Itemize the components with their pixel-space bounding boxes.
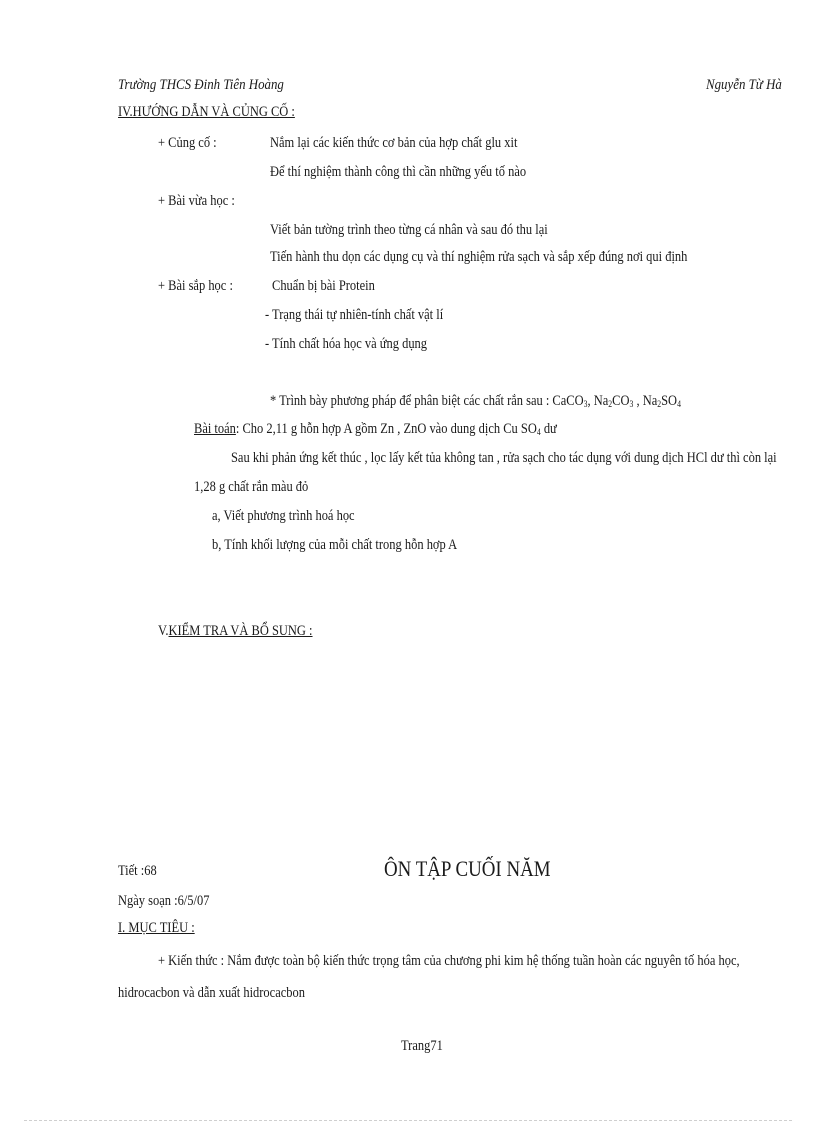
cung-co-label: + Củng cố : — [158, 135, 217, 151]
cung-co-line-2: Để thí nghiệm thành công thì cần những yếu tố nào — [270, 164, 527, 180]
bai-vua-hoc-label: + Bài vừa học : — [158, 193, 235, 209]
bai-vua-hoc-line-2: Tiến hành thu dọn các dụng cụ và thí nghiệm rửa sạch và sắp xếp đúng nơi qui định — [270, 249, 688, 265]
author-name: Nguyễn Từ Hà — [706, 77, 782, 93]
lesson-number: Tiết :68 — [118, 863, 157, 879]
bai-toan-label: Bài toán — [194, 421, 236, 437]
bai-toan-part-b: b, Tính khối lượng của mỗi chất trong hỗn hợp A — [212, 537, 458, 553]
lesson-date: Ngày soạn :6/5/07 — [118, 893, 210, 909]
bai-toan-problem: Bài toán: Cho 2,11 g hỗn hợp A gồm Zn , ZnO vào dung dịch Cu $SO_4$ dư — [194, 421, 557, 437]
footer-divider — [24, 1120, 792, 1121]
bai-toan-line-2: Sau khi phản ứng kết thúc , lọc lấy kết tủa không tan , rửa sạch cho tác dụng với dung dịch HCl dư thì còn lại — [231, 450, 777, 466]
bai-toan-part-a: a, Viết phương trình hoá học — [212, 508, 355, 524]
bai-vua-hoc-line-1: Viết bản tường trình theo từng cá nhân và sau đó thu lại — [270, 222, 548, 238]
section-1-title: I. MỤC TIÊU : — [118, 920, 195, 936]
section-4-title: IV.HƯỚNG DẪN VÀ CỦNG CỐ : — [118, 104, 295, 120]
exercise-instruction: * Trình bày phương pháp để phân biệt các chất rắn sau : CaCO$_3$, $Na_2CO_3$ , $Na_2SO_4$ — [270, 393, 681, 409]
kien-thuc-line-1: + Kiến thức : Nắm được toàn bộ kiến thức trọng tâm của chương phi kim hệ thống tuần hoàn các nguyên tố hóa học, — [158, 953, 740, 969]
cung-co-line-1: Nắm lại các kiến thức cơ bản của hợp chất glu xit — [270, 135, 518, 151]
kien-thuc-line-2: hidrocacbon và dẫn xuất hidrocacbon — [118, 985, 305, 1001]
bai-sap-hoc-line-3: - Tính chất hóa học và ứng dụng — [265, 336, 428, 352]
page-number: Trang71 — [401, 1038, 443, 1054]
bai-sap-hoc-label: + Bài sắp học : — [158, 278, 233, 294]
bai-sap-hoc-line-1: Chuẩn bị bài Protein — [272, 278, 375, 294]
lesson-title: ÔN TẬP CUỐI NĂM — [384, 856, 551, 881]
section-5-title: V.KIỂM TRA VÀ BỔ SUNG : — [158, 623, 313, 639]
school-name: Trường THCS Đinh Tiên Hoàng — [118, 77, 284, 93]
bai-sap-hoc-line-2: - Trạng thái tự nhiên-tính chất vật lí — [265, 307, 444, 323]
bai-toan-line-3: 1,28 g chất rắn màu đỏ — [194, 479, 309, 495]
